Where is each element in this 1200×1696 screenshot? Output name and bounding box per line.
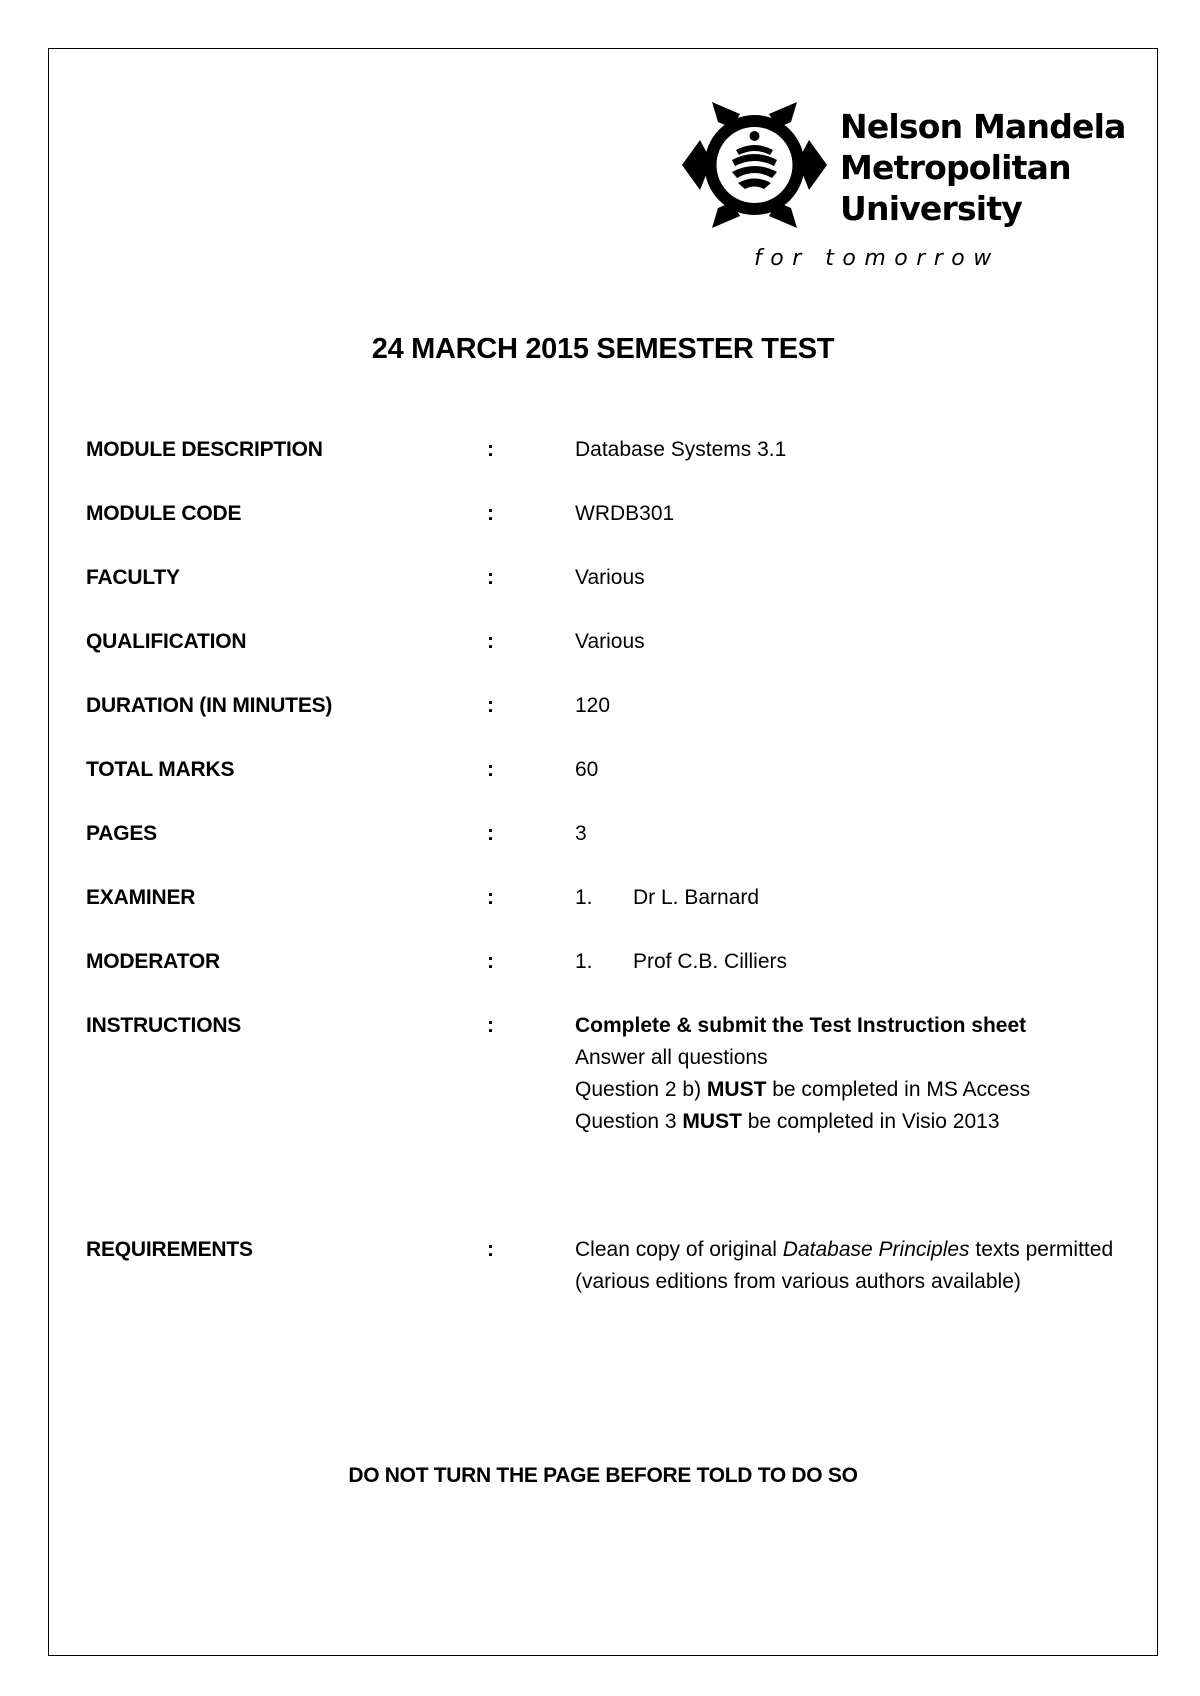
- instruction-line: [575, 1074, 1135, 1106]
- university-name-line: Metropolitan: [840, 148, 1071, 187]
- field-separator: :: [487, 1238, 494, 1261]
- list-number: 1.: [575, 950, 593, 973]
- field-value: [575, 1234, 1135, 1298]
- field-separator: :: [487, 630, 494, 653]
- field-label: FACULTY: [86, 566, 180, 589]
- university-logo: [682, 100, 1126, 280]
- field-value: Various: [575, 566, 645, 589]
- field-separator: :: [487, 694, 494, 717]
- field-separator: :: [487, 502, 494, 525]
- instruction-text: be completed in Visio 2013: [741, 1110, 1000, 1133]
- field-separator: :: [487, 822, 494, 845]
- field-value: [575, 946, 1135, 978]
- field-label: TOTAL MARKS: [86, 758, 235, 781]
- instruction-text: Question 2 b): [575, 1078, 707, 1101]
- field-value: [575, 1010, 1135, 1138]
- footer-warning: DO NOT TURN THE PAGE BEFORE TOLD TO DO SO: [348, 1464, 858, 1487]
- university-name: [840, 106, 1126, 229]
- instruction-line: Complete & submit the Test Instruction sheet: [575, 1014, 1027, 1037]
- university-name-line: University: [840, 189, 1023, 228]
- list-number: 1.: [575, 886, 593, 909]
- field-label: DURATION (IN MINUTES): [86, 694, 333, 717]
- book-title: Database Principles: [782, 1238, 970, 1261]
- field-label: PAGES: [86, 822, 157, 845]
- instruction-emphasis: MUST: [682, 1110, 742, 1133]
- field-separator: :: [487, 886, 494, 909]
- field-label: REQUIREMENTS: [86, 1238, 253, 1261]
- field-separator: :: [487, 566, 494, 589]
- instruction-emphasis: MUST: [706, 1078, 767, 1101]
- field-label: QUALIFICATION: [86, 630, 247, 653]
- field-separator: :: [487, 950, 494, 973]
- field-label: INSTRUCTIONS: [86, 1014, 242, 1037]
- examiner-name: Dr L. Barnard: [633, 886, 760, 909]
- university-name-line: Nelson Mandela: [840, 107, 1126, 146]
- instruction-text: Question 3: [575, 1110, 683, 1133]
- field-label: MODULE DESCRIPTION: [86, 438, 323, 461]
- page-border: [48, 48, 1158, 1656]
- field-value: WRDB301: [575, 502, 675, 525]
- field-value: 60: [575, 758, 599, 781]
- sunburst-logo-icon: [682, 100, 827, 230]
- field-value: 120: [575, 694, 611, 717]
- requirements-text: Clean copy of original: [575, 1238, 783, 1261]
- field-label: MODULE CODE: [86, 502, 242, 525]
- instruction-line: Answer all questions: [575, 1046, 768, 1069]
- field-value: Database Systems 3.1: [575, 438, 787, 461]
- requirements-text: texts permitted (various editions from various authors available): [575, 1238, 1114, 1293]
- instruction-line: [575, 1106, 1135, 1138]
- field-separator: :: [487, 758, 494, 781]
- field-label: EXAMINER: [86, 886, 196, 909]
- moderator-name: Prof C.B. Cilliers: [633, 950, 788, 973]
- field-separator: :: [487, 1014, 494, 1037]
- page-title: 24 MARCH 2015 SEMESTER TEST: [371, 333, 835, 365]
- university-tagline: for tomorrow: [754, 246, 1000, 271]
- field-value: [575, 882, 1135, 914]
- field-separator: :: [487, 438, 494, 461]
- field-value: 3: [575, 822, 587, 845]
- field-value: Various: [575, 630, 645, 653]
- instruction-text: be completed in MS Access: [766, 1078, 1031, 1101]
- field-label: MODERATOR: [86, 950, 220, 973]
